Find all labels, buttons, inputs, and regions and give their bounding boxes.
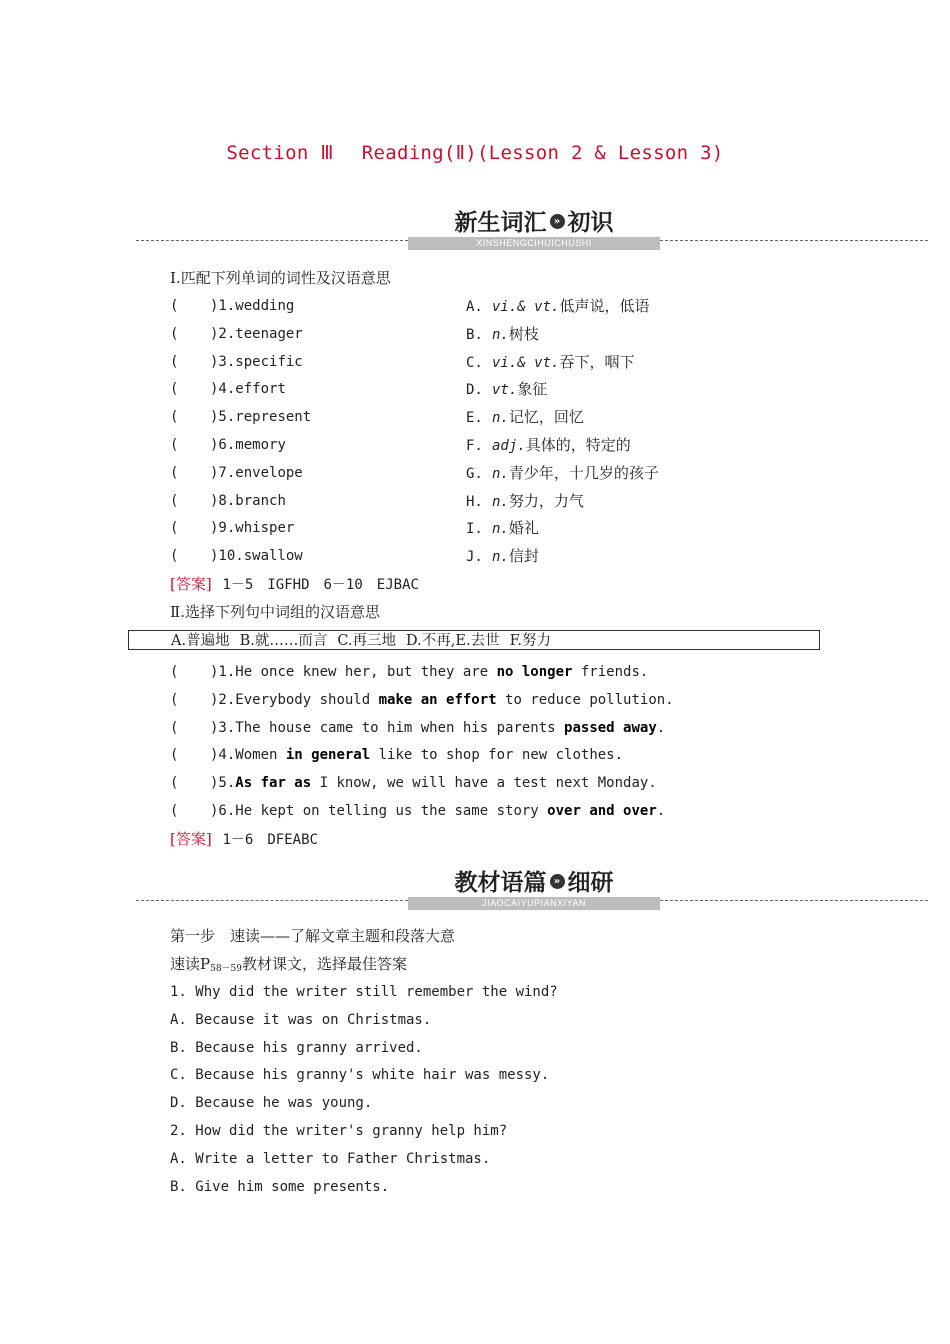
answer-text: 1－6 DFEABC [222, 832, 318, 848]
answer-option: B. Give him some presents. [170, 1178, 390, 1195]
chinese-meaning: 树枝 [508, 324, 539, 343]
dashed-rule-right [660, 240, 928, 241]
dashed-rule-left [136, 240, 408, 241]
blank-paren[interactable]: ( [170, 803, 179, 819]
option-letter: G. [466, 465, 483, 482]
blank-paren[interactable]: ( [170, 548, 179, 565]
answer-option: B. Because his granny arrived. [170, 1039, 423, 1056]
chinese-meaning: 婚礼 [508, 519, 539, 538]
step-heading: 第一步 速读——了解文章主题和段落大意 [170, 927, 456, 945]
part-of-speech: n. [492, 521, 509, 538]
sentence-post: to reduce pollution. [496, 691, 674, 708]
word-text: envelope [235, 464, 303, 481]
option-letter: H. [466, 493, 483, 510]
meaning-item [466, 546, 539, 567]
word-item [170, 379, 286, 399]
part-of-speech: vi.& vt. [492, 299, 560, 315]
option-letter: F. [466, 438, 483, 454]
meaning-item [466, 407, 584, 428]
item-number: )4. [210, 381, 236, 398]
phrase-option-b: B.就……而言 [239, 633, 328, 649]
phrase-option-c: C.再三地 [337, 633, 397, 649]
item-number: )7. [210, 464, 236, 481]
chinese-meaning: 记忆，回忆 [508, 408, 584, 427]
blank-paren[interactable]: ( [170, 747, 179, 764]
lesson-label: Reading(Ⅱ)(Lesson 2 & Lesson 3) [361, 142, 724, 164]
item-number: )2. [210, 691, 236, 708]
part-of-speech: n. [492, 549, 509, 566]
meaning-item [466, 435, 631, 456]
option-letter: E. [466, 410, 483, 427]
meaning-item [466, 324, 539, 345]
option-letter: B. [466, 326, 483, 343]
word-item [170, 352, 303, 372]
target-phrase: in general [285, 747, 371, 764]
dashed-rule-right [660, 900, 928, 901]
phrase-options-box [128, 630, 820, 650]
sentence-pre: He once knew her, but they are [235, 664, 497, 680]
item-number: )2. [210, 325, 236, 342]
section-label: Section Ⅲ [226, 142, 334, 164]
part-of-speech: vi.& vt. [492, 354, 560, 371]
part-of-speech: n. [492, 410, 509, 427]
part1-heading: Ⅰ.匹配下列单词的词性及汉语意思 [170, 269, 391, 287]
blank-paren[interactable]: ( [170, 325, 179, 342]
word-text: represent [235, 409, 312, 426]
phrase-option-f: F.努力 [509, 633, 551, 649]
word-text: branch [235, 492, 286, 509]
word-item [170, 546, 303, 566]
instruction-post: 教材课文，选择最佳答案 [242, 955, 408, 973]
sentence-item [170, 718, 665, 738]
item-number: )3. [210, 353, 236, 370]
word-text: teenager [235, 325, 303, 342]
answer-label: [答案] [170, 575, 212, 593]
target-phrase: over and over [547, 803, 657, 819]
option-letter: A. [466, 299, 483, 315]
blank-paren[interactable]: ( [170, 492, 179, 509]
answer-option: A. Because it was on Christmas. [170, 1011, 432, 1028]
sentence-pre: The house came to him when his parents [235, 719, 565, 736]
banner-heading-right: 细研 [567, 870, 614, 896]
target-phrase: As far as [235, 775, 312, 792]
sentence-pre: He kept on telling us the same story [235, 803, 548, 819]
word-item [170, 463, 303, 483]
option-letter: D. [466, 382, 483, 399]
item-number: )9. [210, 520, 236, 537]
item-number: )3. [210, 719, 236, 736]
sentence-item [170, 690, 674, 710]
chinese-meaning: 青少年，十几岁的孩子 [508, 463, 659, 482]
meaning-item [466, 379, 547, 400]
page-range: 58－59 [210, 964, 242, 974]
option-letter: I. [466, 521, 483, 538]
part2-answer [170, 829, 318, 850]
target-phrase: passed away [564, 719, 657, 736]
answer-option: D. Because he was young. [170, 1095, 373, 1112]
sentence-item [170, 745, 623, 765]
chinese-meaning: 吞下，咽下 [559, 352, 635, 371]
blank-paren[interactable]: ( [170, 775, 179, 792]
chinese-meaning: 信封 [508, 547, 539, 566]
word-item [170, 518, 294, 538]
sentence-pre: Everybody should [235, 691, 379, 708]
banner-heading-right: 初识 [567, 210, 614, 236]
section-banner-text-study [136, 868, 928, 918]
option-letter: J. [466, 549, 483, 566]
word-item [170, 491, 286, 511]
answer-label: [答案] [170, 830, 212, 848]
blank-paren[interactable]: ( [170, 520, 179, 537]
blank-paren[interactable]: ( [170, 719, 179, 736]
target-phrase: no longer [496, 664, 573, 680]
item-number: )4. [210, 747, 236, 764]
meaning-item [466, 463, 659, 484]
sentence-post: I know, we will have a test next Monday. [311, 775, 657, 792]
chinese-meaning: 具体的，特定的 [525, 436, 631, 454]
banner-heading [408, 208, 660, 238]
dashed-rule-left [136, 900, 408, 901]
item-number: )6. [210, 437, 236, 453]
phrase-option-de: D.不再,E.去世 [406, 633, 500, 649]
sentence-item [170, 662, 648, 682]
sentence-pre: Women [235, 747, 286, 764]
part-of-speech: adj. [492, 438, 526, 454]
answer-text: 1－5 IGFHD 6－10 EJBAC [222, 577, 419, 593]
part1-answer [170, 574, 419, 595]
blank-paren[interactable]: ( [170, 353, 179, 370]
part-of-speech: n. [492, 465, 509, 482]
chinese-meaning: 努力，力气 [508, 491, 584, 510]
word-text: wedding [235, 298, 295, 314]
sentence-post: friends. [572, 664, 649, 680]
sentence-post: . [656, 719, 666, 736]
banner-pinyin: XINSHENGCIHUICHUSHI [408, 237, 660, 250]
word-item [170, 435, 286, 455]
blank-paren[interactable]: ( [170, 464, 179, 481]
chinese-meaning: 象征 [517, 380, 548, 399]
banner-heading [408, 868, 660, 898]
blank-paren[interactable]: ( [170, 409, 179, 426]
sentence-post: . [656, 803, 666, 819]
blank-paren[interactable]: ( [170, 381, 179, 398]
chinese-meaning: 低声说，低语 [559, 297, 650, 315]
word-text: swallow [243, 548, 303, 565]
item-number: )5. [210, 409, 236, 426]
word-item [170, 296, 294, 316]
page-title [0, 142, 950, 164]
word-text: whisper [235, 520, 295, 537]
meaning-item [466, 491, 584, 512]
item-number: )10. [210, 548, 244, 565]
word-text: specific [235, 353, 303, 370]
part-of-speech: n. [492, 493, 509, 510]
part-of-speech: n. [492, 326, 509, 343]
meaning-item [466, 296, 649, 317]
phrase-option-a: A.普遍地 [171, 633, 230, 649]
word-text: memory [235, 437, 286, 453]
blank-paren[interactable]: ( [170, 691, 179, 708]
sentence-post: like to shop for new clothes. [370, 747, 624, 764]
part2-heading: Ⅱ.选择下列句中词组的汉语意思 [170, 603, 380, 621]
instruction-pre: 速读P [170, 955, 211, 973]
word-item [170, 324, 303, 344]
target-phrase: make an effort [378, 691, 497, 708]
banner-heading-left: 新生词汇 [454, 210, 547, 236]
chevron-right-icon: » [550, 874, 565, 889]
answer-option: C. Because his granny's white hair was messy. [170, 1067, 550, 1084]
banner-pinyin: JIAOCAIYUPIANXIYAN [408, 897, 660, 910]
chevron-right-icon: » [550, 214, 565, 229]
option-letter: C. [466, 354, 483, 371]
meaning-item [466, 518, 539, 539]
word-text: effort [235, 381, 286, 398]
item-number: )5. [210, 775, 236, 792]
question-text: 1. Why did the writer still remember the wind? [170, 984, 558, 1000]
meaning-item [466, 352, 634, 373]
question-text: 2. How did the writer's granny help him? [170, 1123, 508, 1139]
section-banner-vocabulary [136, 208, 928, 258]
item-number: )6. [210, 803, 236, 819]
answer-option: A. Write a letter to Father Christmas. [170, 1150, 491, 1167]
item-number: )8. [210, 492, 236, 509]
part-of-speech: vt. [492, 382, 518, 399]
word-item [170, 407, 311, 427]
sentence-item [170, 801, 665, 821]
blank-paren[interactable]: ( [170, 298, 179, 314]
sentence-item [170, 773, 657, 793]
blank-paren[interactable]: ( [170, 664, 179, 680]
blank-paren[interactable]: ( [170, 437, 179, 453]
reading-instruction [170, 954, 407, 979]
banner-heading-left: 教材语篇 [454, 870, 547, 896]
item-number: )1. [210, 664, 236, 680]
item-number: )1. [210, 298, 236, 314]
